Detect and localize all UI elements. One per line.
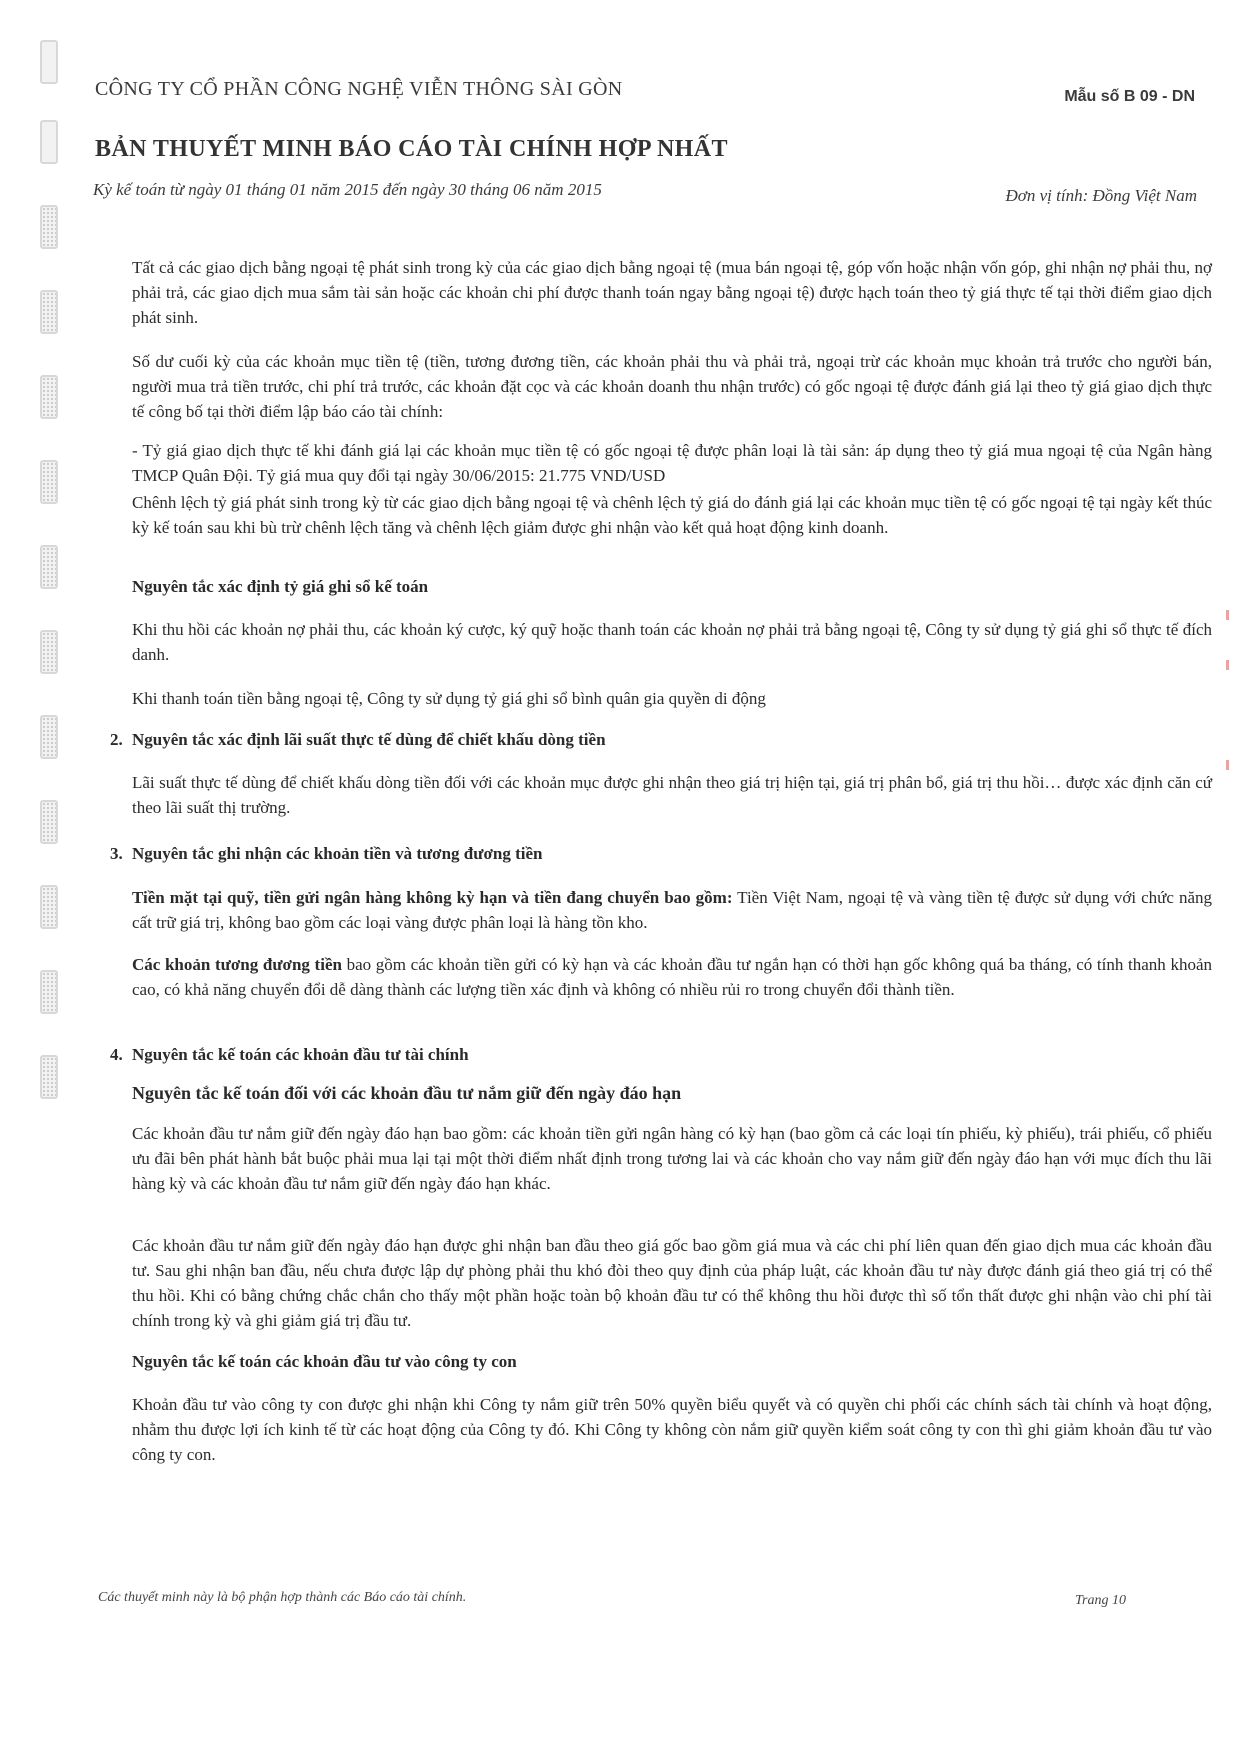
binding-hole-mark [40,970,58,1014]
paragraph: Tất cả các giao dịch bằng ngoại tệ phát sinh trong kỳ của các giao dịch bằng ngoại tệ (mua bán ngoại tệ, góp vốn hoặc nhận vốn góp, ghi nhận nợ phải thu, nợ phải trả, các giao dịch mua sắm tài sản hoặc các khoản chi phí được thanh toán ngay bằng ngoại tệ) được hạch toán theo tỷ giá thực tế tại thời điểm giao dịch phát sinh. [132,258,1212,327]
scan-mark [1226,760,1229,770]
paragraph-text: bao gồm các khoản tiền gửi có kỳ hạn và các khoản đầu tư ngắn hạn có thời hạn gốc không quá ba tháng, có tính thanh khoản cao, có khả năng chuyển đổi dễ dàng thành các lượng tiền xác định và không có nhiều rủi ro trong chuyển đổi thành tiền. [132,955,1213,999]
binding-hole-mark [40,290,58,334]
paragraph [132,885,1212,935]
footer-note: Các thuyết minh này là bộ phận hợp thành các Báo cáo tài chính. [98,1590,467,1605]
subheading: Nguyên tắc kế toán đối với các khoản đầu tư nắm giữ đến ngày đáo hạn [132,1083,682,1103]
section-title: Nguyên tắc xác định lãi suất thực tế dùng để chiết khấu dòng tiền [132,730,606,749]
scan-mark [1226,660,1229,670]
section-title: Nguyên tắc ghi nhận các khoản tiền và tương đương tiền [132,844,543,863]
paragraph: - Tỷ giá giao dịch thực tế khi đánh giá lại các khoản mục tiền tệ có gốc ngoại tệ được phân loại là tài sản: áp dụng theo tỷ giá mua ngoại tệ của Ngân hàng TMCP Quân Đội. Tỷ giá mua quy đổi tại ngày 30/06/2015: 21.775 VND/USD [132,441,1212,485]
binding-hole-mark [40,120,58,164]
paragraph: Số dư cuối kỳ của các khoản mục tiền tệ (tiền, tương đương tiền, các khoản phải thu và phải trả, ngoại trừ các khoản mục khoản trả trước cho người bán, người mua trả tiền trước, chi phí trả trước, các khoản đặt cọc và các khoản doanh thu nhận trước) có gốc ngoại tệ được đánh giá lại theo tỷ giá giao dịch thực tế công bố tại thời điểm lập báo cáo tài chính: [132,352,1212,421]
subheading: Nguyên tắc kế toán các khoản đầu tư vào công ty con [132,1352,517,1371]
paragraph: Lãi suất thực tế dùng để chiết khấu dòng tiền đối với các khoản mục được ghi nhận theo giá trị hiện tại, giá trị phân bổ, giá trị thu hồi… được xác định căn cứ theo lãi suất thị trường. [132,773,1212,817]
binding-hole-mark [40,375,58,419]
paragraph: Khi thu hồi các khoản nợ phải thu, các khoản ký cược, ký quỹ hoặc thanh toán các khoản nợ phải trả bằng ngoại tệ, Công ty sử dụng tỷ giá ghi sổ thực tế đích danh. [132,620,1212,664]
binding-hole-mark [40,40,58,84]
paragraph: Khi thanh toán tiền bằng ngoại tệ, Công ty sử dụng tỷ giá ghi sổ bình quân gia quyền di động [132,689,766,708]
binding-hole-mark [40,205,58,249]
page-number: Trang 10 [1075,1593,1126,1608]
form-code: Mẫu số B 09 - DN [1064,88,1195,105]
section-title: Nguyên tắc kế toán các khoản đầu tư tài chính [132,1045,469,1064]
binding-hole-mark [40,715,58,759]
binding-hole-mark [40,800,58,844]
section-heading [110,730,606,750]
binding-hole-mark [40,885,58,929]
section-number: 2. [110,730,123,749]
paragraph-text: Tiền Việt Nam, ngoại tệ và vàng tiền tệ được sử dụng với chức năng cất trữ giá trị, không bao gồm các loại vàng được phân loại là hàng tồn kho. [132,888,1212,932]
section-heading [110,844,542,864]
section-heading [110,1045,469,1065]
company-name: CÔNG TY CỔ PHẦN CÔNG NGHỆ VIỄN THÔNG SÀI GÒN [95,78,623,100]
paragraph: Các khoản đầu tư nắm giữ đến ngày đáo hạn bao gồm: các khoản tiền gửi ngân hàng có kỳ hạn (bao gồm cả các loại tín phiếu, kỳ phiếu), trái phiếu, cổ phiếu ưu đãi bên phát hành bắt buộc phải mua lại tại một thời điểm nhất định trong tương lai và các khoản cho vay nắm giữ đến ngày đáo hạn với mục đích thu lãi hàng kỳ và các khoản đầu tư nắm giữ đến ngày đáo hạn khác. [132,1124,1212,1193]
section-number: 3. [110,844,123,863]
lead-term: Tiền mặt tại quỹ, tiền gửi ngân hàng không kỳ hạn và tiền đang chuyển bao gồm: [132,888,733,907]
binding-hole-mark [40,630,58,674]
lead-term: Các khoản tương đương tiền [132,955,342,974]
reporting-period: Kỳ kế toán từ ngày 01 tháng 01 năm 2015 đến ngày 30 tháng 06 năm 2015 [93,180,602,199]
scan-mark [1226,610,1229,620]
section-number: 4. [110,1045,123,1064]
paragraph [132,952,1212,1002]
paragraph: Khoản đầu tư vào công ty con được ghi nhận khi Công ty nắm giữ trên 50% quyền biểu quyết và có quyền chi phối các chính sách tài chính và hoạt động, nhằm thu được lợi ích kinh tế từ các hoạt động của Công ty đó. Khi Công ty không còn nắm giữ quyền kiểm soát công ty con thì ghi giảm khoản đầu tư vào công ty con. [132,1395,1212,1464]
paragraph: Chênh lệch tỷ giá phát sinh trong kỳ từ các giao dịch bằng ngoại tệ và chênh lệch tỷ giá do đánh giá lại các khoản mục tiền tệ có gốc ngoại tệ tại ngày kết thúc kỳ kế toán sau khi bù trừ chênh lệch tăng và chênh lệch giảm được ghi nhận vào kết quả hoạt động kinh doanh. [132,493,1212,537]
subheading: Nguyên tắc xác định tỷ giá ghi sổ kế toán [132,577,429,596]
report-title: BẢN THUYẾT MINH BÁO CÁO TÀI CHÍNH HỢP NHẤT [95,136,728,162]
binding-hole-mark [40,460,58,504]
currency-unit: Đơn vị tính: Đồng Việt Nam [1005,186,1197,205]
document-header [95,78,1205,208]
binding-hole-mark [40,1055,58,1099]
paragraph: Các khoản đầu tư nắm giữ đến ngày đáo hạn được ghi nhận ban đầu theo giá gốc bao gồm giá mua và các chi phí liên quan đến giao dịch mua các khoản đầu tư. Sau ghi nhận ban đầu, nếu chưa được lập dự phòng phải thu khó đòi theo quy định của pháp luật, các khoản đầu tư này được đánh giá theo giá trị có thể thu hồi. Khi có bằng chứng chắc chắn cho thấy một phần hoặc toàn bộ khoản đầu tư có thể không thu hồi được thì số tổn thất được ghi nhận vào chi phí tài chính trong kỳ và ghi giảm giá trị đầu tư. [132,1236,1212,1330]
binding-hole-mark [40,545,58,589]
